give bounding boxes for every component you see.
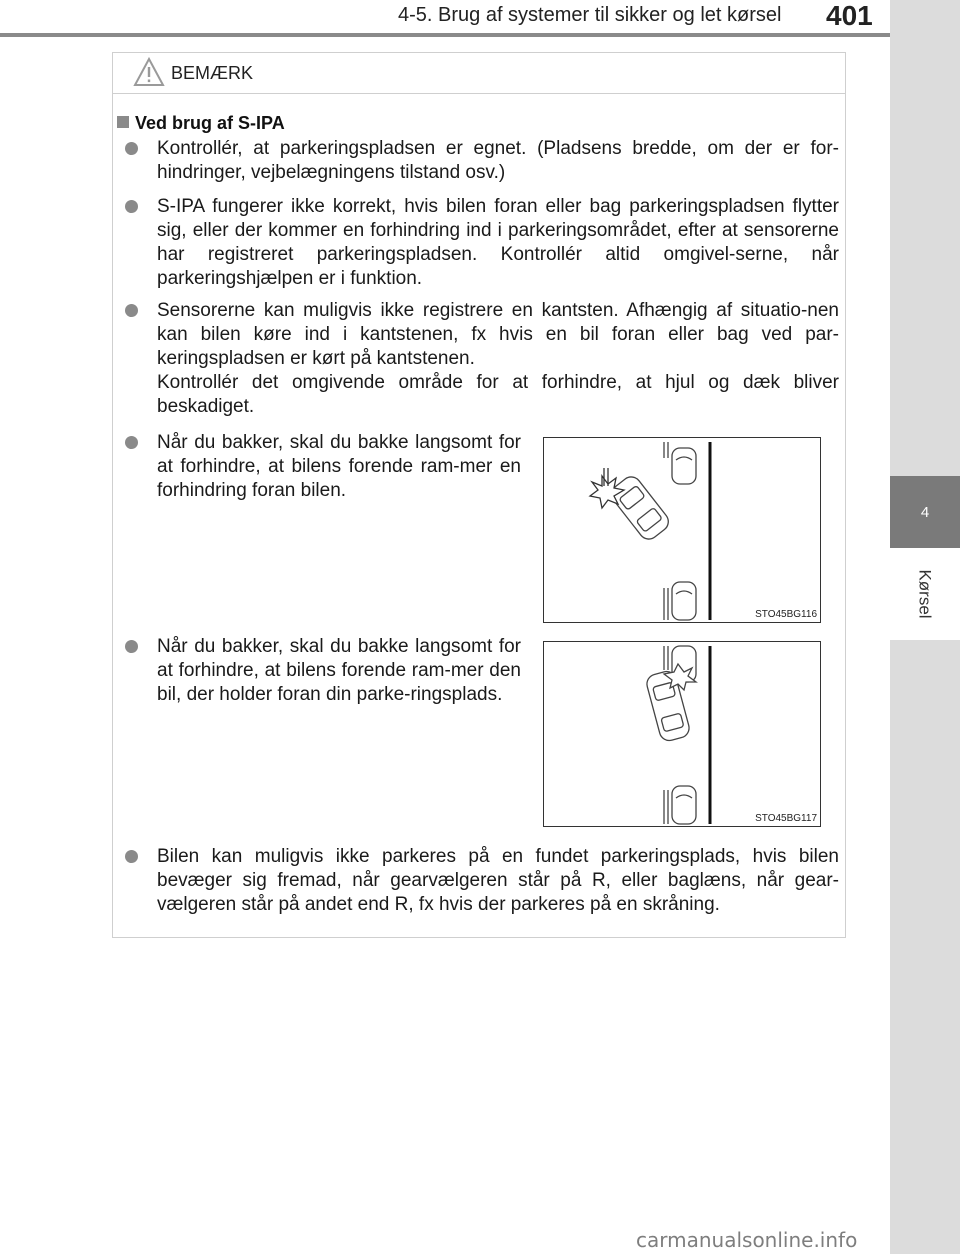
chapter-tab-number: 4: [890, 476, 960, 548]
bullet-item: [125, 137, 839, 185]
bullet-item: [125, 299, 839, 419]
section-heading-text: Ved brug af S-IPA: [135, 113, 285, 133]
bullet-dot-icon: [125, 304, 138, 317]
figure-bullet-text: Når du bakker, skal du bakke langsomt for at forhindre, at bilens forende ram-mer en forhindring foran bilen.: [157, 432, 521, 501]
note-header: [113, 53, 845, 94]
bullet-dot-icon: [125, 142, 138, 155]
figure-bullet-item: [125, 635, 521, 707]
bullet-dot-icon: [125, 850, 138, 863]
illustration-front-obstacle: [544, 438, 820, 622]
chapter-tab-label: [890, 548, 960, 640]
figure-code: STO45BG116: [755, 609, 817, 620]
warning-triangle-icon: [133, 57, 165, 87]
section-heading: [117, 113, 285, 134]
bullet-text-continued: Kontrollér det omgivende område for at forhindre, at hjul og dæk bliver beskadiget.: [157, 372, 839, 417]
figure-front-car: [543, 641, 821, 827]
bullet-item: [125, 195, 839, 291]
header-rule: [0, 33, 960, 37]
bullet-item: [125, 845, 839, 917]
note-box: [112, 52, 846, 938]
figure-bullet-text: Når du bakker, skal du bakke langsomt for at forhindre, at bilens forende ram-mer den bil, der holder foran din parke-ringsplads.: [157, 636, 521, 705]
figure-front-obstacle: [543, 437, 821, 623]
bullet-dot-icon: [125, 200, 138, 213]
page-number: 401: [826, 0, 873, 31]
bullet-text: Sensorerne kan muligvis ikke registrere en kantsten. Afhængig af situatio-nen kan bilen køre ind i kantstenen, fx hvis en bil foran eller bag ved par-keringspladsen er kørt på kantstenen.: [157, 300, 839, 369]
figure-code: STO45BG117: [755, 813, 817, 824]
chapter-label-text: Kørsel: [916, 569, 935, 619]
square-bullet-icon: [117, 116, 129, 128]
bullet-text: Bilen kan muligvis ikke parkeres på en fundet parkeringsplads, hvis bilen bevæger sig fremad, når gearvælgeren står på R, eller baglæns, når gear-vælgeren står på andet end R, fx hvis der parkeres på en skråning.: [157, 846, 839, 915]
illustration-front-car: [544, 642, 820, 826]
bullet-text: S-IPA fungerer ikke korrekt, hvis bilen foran eller bag parkeringspladsen flytter sig, eller der kommer en forhindring ind i parkeringsområdet, efter at sensorerne har registreret parkeringspladsen. Kontrollér altid omgivel-serne, når parkeringshjælpen er i funktion.: [157, 196, 839, 289]
bullet-text: Kontrollér, at parkeringspladsen er egnet. (Pladsens bredde, om der er for-hindringer, vejbelægningens tilstand osv.): [157, 138, 839, 183]
bullet-dot-icon: [125, 640, 138, 653]
bullet-dot-icon: [125, 436, 138, 449]
section-title: 4-5. Brug af systemer til sikker og let kørsel: [398, 4, 782, 26]
footer-watermark: carmanualsonline.info: [636, 1228, 858, 1252]
note-label: BEMÆRK: [171, 63, 254, 83]
side-strip-top: [890, 0, 960, 476]
side-strip-bottom: [890, 640, 960, 1254]
figure-bullet-item: [125, 431, 521, 503]
